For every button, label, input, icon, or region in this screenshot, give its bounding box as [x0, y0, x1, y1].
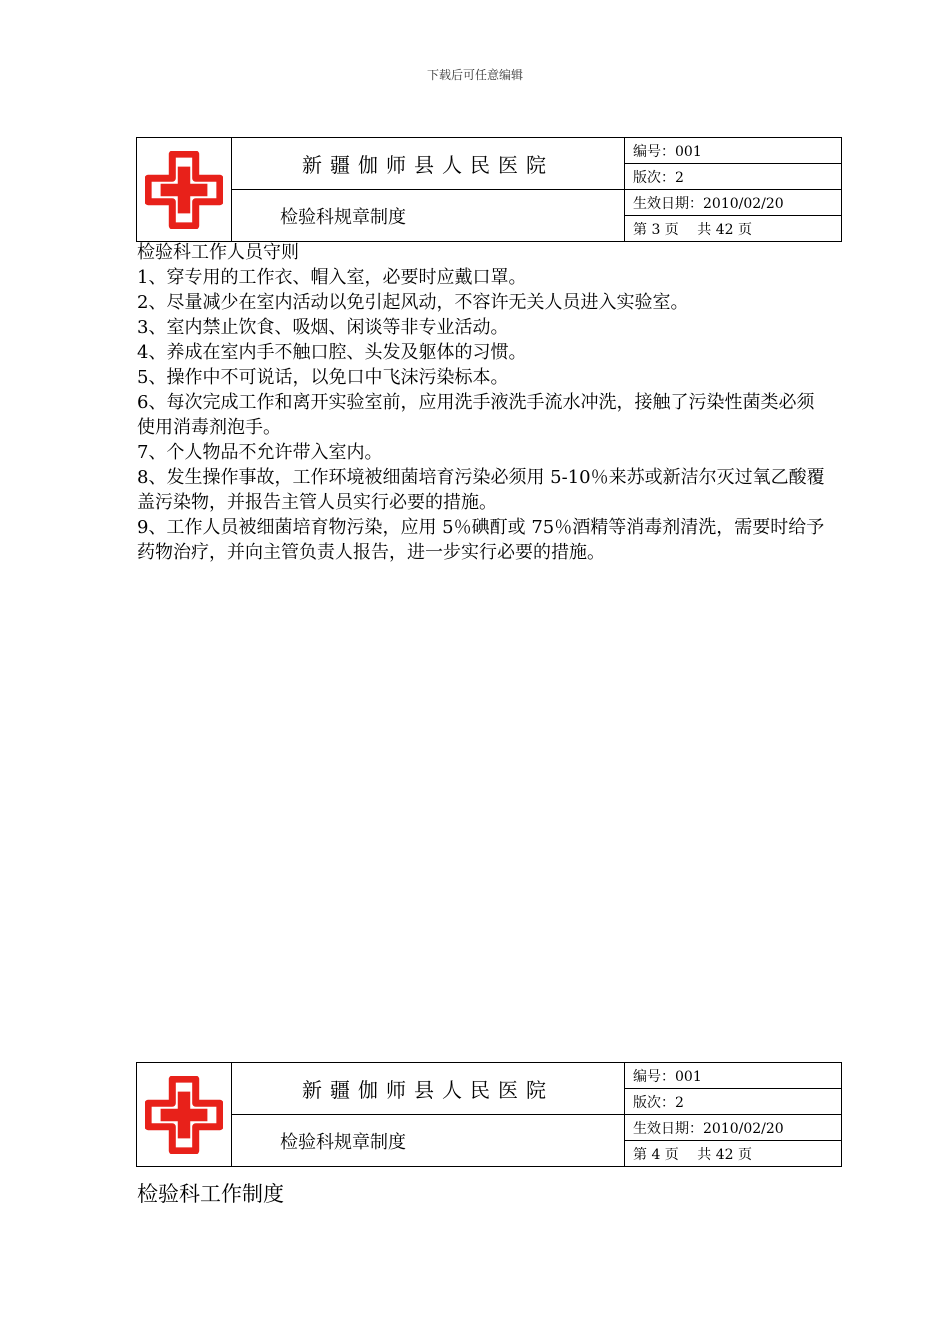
rule-item: 1、穿专用的工作衣、帽入室，必要时应戴口罩。 — [137, 267, 527, 288]
rule-item: 4、养成在室内手不触口腔、头发及躯体的习惯。 — [137, 342, 527, 363]
red-cross-icon — [145, 151, 223, 229]
rule-item: 2、尽量减少在室内活动以免引起风动，不容许无关人员进入实验室。 — [137, 292, 689, 313]
rule-item: 7、个人物品不允许带入室内。 — [137, 442, 383, 463]
rule-item: 3、室内禁止饮食、吸烟、闲谈等非专业活动。 — [137, 317, 509, 338]
logo-cell — [137, 1063, 232, 1167]
hospital-name: 新疆伽师县人民医院 — [232, 138, 625, 190]
department-title: 检验科规章制度 — [232, 190, 625, 242]
rule-item: 6、每次完成工作和离开实验室前，应用洗手液洗手流水冲洗，接触了污染性菌类必须使用消毒剂泡手。 — [137, 392, 815, 438]
rule-item: 5、操作中不可说话，以免口中飞沫污染标本。 — [137, 367, 509, 388]
hospital-name: 新疆伽师县人民医院 — [232, 1063, 625, 1115]
doc-code: 编号：001 — [625, 1063, 842, 1089]
department-title: 检验科规章制度 — [232, 1115, 625, 1167]
rules-section — [137, 240, 827, 565]
effective-date: 生效日期：2010/02/20 — [625, 190, 842, 216]
watermark-text: 下载后可任意编辑 — [426, 68, 523, 82]
doc-version: 版次：2 — [625, 1089, 842, 1115]
logo-cell — [137, 138, 232, 242]
section-title: 检验科工作人员守则 — [137, 242, 299, 263]
effective-date: 生效日期：2010/02/20 — [625, 1115, 842, 1141]
section-title: 检验科工作制度 — [137, 1182, 284, 1206]
page-number: 第 4 页 共 42 页 — [625, 1141, 842, 1167]
red-cross-icon — [145, 1076, 223, 1154]
page-number: 第 3 页 共 42 页 — [625, 216, 842, 242]
rule-item: 8、发生操作事故，工作环境被细菌培育污染必须用 5-10％来苏或新洁尔灭过氧乙酸覆盖污染物，并报告主管人员实行必要的措施。 — [137, 467, 825, 513]
document-header-2 — [136, 1062, 842, 1167]
doc-version: 版次：2 — [625, 164, 842, 190]
document-header-1 — [136, 137, 842, 242]
rule-item: 9、工作人员被细菌培育物污染，应用 5％碘酊或 75％酒精等消毒剂清洗，需要时给予药物治疗，并向主管负责人报告，进一步实行必要的措施。 — [137, 517, 825, 563]
doc-code: 编号：001 — [625, 138, 842, 164]
